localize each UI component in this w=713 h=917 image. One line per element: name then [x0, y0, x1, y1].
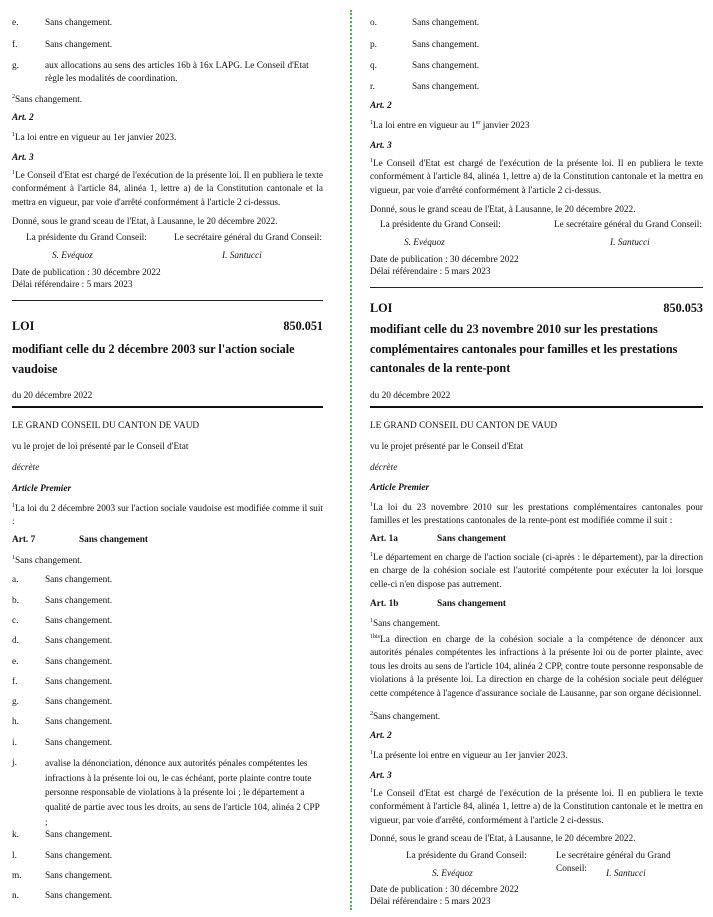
list-item	[12, 716, 323, 730]
article-2b-heading: Art. 2	[370, 731, 392, 741]
list-letter: f.	[12, 40, 18, 50]
article-2-text: $^1$La loi entre en vigueur au 1er janvier 2023	[370, 120, 530, 131]
list-item	[370, 17, 703, 31]
signatory-title-right-2: Le secrétaire général du Grand Conseil:	[556, 851, 671, 875]
section-rule	[370, 287, 703, 288]
given-line-2: Donné, sous le grand sceau de l'Etat, à Lausanne, le 20 décembre 2022.	[370, 834, 636, 844]
list-text: Sans changement.	[412, 82, 480, 92]
given-line: Donné, sous le grand sceau de l'Etat, à Lausanne, le 20 décembre 2022.	[12, 217, 278, 227]
article-title: Sans changement	[437, 599, 506, 609]
list-letter: c.	[12, 616, 19, 626]
list-letter: k.	[12, 830, 19, 840]
list-text: Sans changement.	[45, 575, 113, 585]
list-letter: g.	[12, 61, 19, 71]
list-letter: o.	[370, 18, 377, 28]
decree-word: décrète	[12, 463, 40, 473]
list-text: Sans changement.	[412, 61, 480, 71]
list-item	[370, 39, 703, 53]
article-premier-text: $^1$La loi du 2 décembre 2003 sur l'action sociale vaudoise est modifiée comme il suit :	[12, 503, 323, 528]
article-1a-heading	[370, 533, 703, 547]
column-divider	[350, 10, 352, 910]
article-1b-heading	[370, 598, 703, 612]
list-text: Sans changement.	[412, 18, 480, 28]
referendum-delay: Délai référendaire : 5 mars 2023	[12, 280, 133, 290]
signatory-title-right: Le secrétaire général du Grand Conseil:	[174, 233, 322, 243]
list-item	[12, 60, 323, 88]
list-letter: h.	[12, 717, 19, 727]
list-item	[12, 890, 323, 904]
list-item	[12, 870, 323, 884]
list-item	[12, 757, 323, 827]
article-1b-al2: $^2$Sans changement.	[370, 711, 441, 722]
article-title: Sans changement	[79, 535, 148, 545]
list-item	[12, 829, 323, 843]
law-date: du 20 décembre 2022	[370, 391, 451, 401]
law-date: du 20 décembre 2022	[12, 391, 93, 401]
article-3-heading: Art. 3	[370, 141, 392, 151]
list-letter: n.	[12, 891, 19, 901]
signatory-title-left-2: La présidente du Grand Conseil:	[406, 851, 527, 861]
article-premier-text: $^1$La loi du 23 novembre 2010 sur les prestations complémentaires cantonales pour familles et les prestations cantonales de la rente-pont est modifiée comme il suit :	[370, 502, 703, 527]
signatory-title-right: Le secrétaire général du Grand Conseil:	[554, 220, 702, 230]
signatory-name-left: S. Evéquoz	[52, 251, 93, 261]
publication-date: Date de publication : 30 décembre 2022	[370, 255, 519, 265]
article-3-text: $^1$Le Conseil d'Etat est chargé de l'exécution de la présente loi. Il en publiera le texte conformément à l'article 84, alinéa 1, lettre a) de la Constitution cantonale et la mettra en vigueur, par voie d'arrêté conformément à l'article 2 ci-dessus.	[370, 158, 703, 196]
list-letter: f.	[12, 677, 18, 687]
list-text: Sans changement.	[412, 40, 480, 50]
article-premier-heading: Article Premier	[12, 484, 72, 494]
list-item	[12, 17, 323, 31]
list-text: avalise la dénonciation, dénonce aux autorités pénales compétentes les infractions à la présente loi ou, le cas échéant, porte plainte contre toute personne responsable de violations à la présente loi ; le département a qualité de partie avec tous les droits, au sens de l'article 104, alinéa 2 CPP ;	[45, 759, 320, 828]
article-2-text: $^1$La loi entre en vigueur au 1er janvier 2023.	[12, 132, 177, 143]
article-2-heading: Art. 2	[12, 113, 34, 123]
article-1b-al1: $^1$Sans changement.	[370, 618, 441, 629]
signatory-title-left: La présidente du Grand Conseil:	[380, 220, 501, 230]
list-letter: q.	[370, 61, 377, 71]
section-rule	[370, 406, 703, 408]
list-letter: g.	[12, 697, 19, 707]
article-2b-text: $^1$La présente loi entre en vigueur au 1er janvier 2023.	[370, 750, 568, 761]
list-item	[12, 574, 323, 588]
signatory-name-right: I. Santucci	[222, 251, 262, 261]
list-text: Sans changement.	[45, 596, 113, 606]
list-letter: b.	[12, 596, 19, 606]
list-item	[12, 39, 323, 53]
whereas-line: vu le projet de loi présenté par le Conseil d'Etat	[12, 442, 189, 452]
list-item	[370, 60, 703, 74]
list-text: Sans changement.	[45, 40, 113, 50]
list-text: Sans changement.	[45, 891, 113, 901]
paragraph-al2: $^2$Sans changement.	[12, 94, 83, 105]
law-header	[370, 299, 703, 317]
section-rule	[12, 300, 323, 301]
decree-word: décrète	[370, 463, 398, 473]
list-letter: a.	[12, 575, 19, 585]
law-header	[12, 317, 323, 335]
law-title: modifiant celle du 2 décembre 2003 sur l'action sociale vaudoise	[12, 342, 295, 376]
law-label: LOI	[12, 319, 35, 333]
law-title: modifiant celle du 23 novembre 2010 sur les prestations complémentaires cantonales pour familles et les prestations cantonales de la rente-pont	[370, 322, 678, 376]
given-line: Donné, sous le grand sceau de l'Etat, à Lausanne, le 20 décembre 2022.	[370, 205, 636, 215]
article-title: Sans changement	[437, 534, 506, 544]
whereas-line: vu le projet présenté par le Conseil d'Etat	[370, 442, 524, 452]
list-text: Sans changement.	[45, 738, 113, 748]
publication-date: Date de publication : 30 décembre 2022	[12, 268, 161, 278]
list-text: Sans changement.	[45, 657, 113, 667]
article-3b-heading: Art. 3	[370, 771, 392, 781]
signatory-name-left-2: S. Evéquoz	[432, 869, 473, 879]
list-text: Sans changement.	[45, 717, 113, 727]
council-heading: LE GRAND CONSEIL DU CANTON DE VAUD	[12, 421, 200, 431]
list-item	[370, 81, 703, 95]
signatory-name-right-2: I. Santucci	[606, 869, 646, 879]
referendum-delay: Délai référendaire : 5 mars 2023	[370, 267, 491, 277]
list-item	[12, 737, 323, 751]
list-item	[12, 850, 323, 864]
article-3-text: $^1$Le Conseil d'Etat est chargé de l'exécution de la présente loi. Il en publiera le texte conformément à l'article 84, alinéa 1, lettre a) de la Constitution cantonale et la mettra en vigueur, par voie d'arrêté conformément à l'article 2 ci-dessus.	[12, 170, 323, 208]
article-label: Art. 1b	[370, 599, 399, 609]
article-label: Art. 1a	[370, 534, 398, 544]
publication-date-2: Date de publication : 30 décembre 2022	[370, 885, 519, 895]
law-number: 850.051	[283, 319, 323, 333]
list-letter: l.	[12, 851, 17, 861]
list-letter: d.	[12, 636, 19, 646]
referendum-delay-2: Délai référendaire : 5 mars 2023	[370, 897, 491, 907]
article-3b-text: $^1$Le Conseil d'Etat est chargé de l'exécution de la présente loi. Il en publiera le texte conformément à l'article 84, alinéa 1, lettre a) de la Constitution cantonale et le mettra en vigueur, par voie d'arrêté, conformément à l'article 2 ci-dessus.	[370, 788, 703, 826]
list-text: Sans changement.	[45, 18, 113, 28]
list-letter: e.	[12, 18, 19, 28]
list-item	[12, 696, 323, 710]
list-text: Sans changement.	[45, 697, 113, 707]
list-letter: i.	[12, 738, 17, 748]
article-1a-text: $^1$Le département en charge de l'action sociale (ci-après : le département), par la direction en charge de la cohésion sociale est l'autorité compétente pour exécuter la loi lorsque celle-ci n'en dispose pas autrement.	[370, 552, 703, 590]
list-text: Sans changement.	[45, 677, 113, 687]
list-item	[12, 595, 323, 609]
article-2-heading: Art. 2	[370, 101, 392, 111]
law-number: 850.053	[663, 301, 703, 315]
list-text: Sans changement.	[45, 636, 113, 646]
article-label: Art. 7	[12, 535, 36, 545]
list-letter: e.	[12, 657, 19, 667]
article-7-al1: $^1$Sans changement.	[12, 555, 83, 566]
list-text: Sans changement.	[45, 851, 113, 861]
list-text: Sans changement.	[45, 830, 113, 840]
list-text: aux allocations au sens des articles 16b à 16x LAPG. Le Conseil d'Etat règle les modalités de coordination.	[45, 61, 309, 85]
signatory-name-right: I. Santucci	[610, 238, 650, 248]
article-premier-heading: Article Premier	[370, 483, 430, 493]
list-text: Sans changement.	[45, 871, 113, 881]
article-3-heading: Art. 3	[12, 153, 34, 163]
signatory-name-left: S. Evéquoz	[404, 238, 445, 248]
article-7-heading	[12, 534, 323, 548]
article-1b-al1bis: $^{1bis}$La direction en charge de la cohésion sociale a la compétence de dénoncer aux autorités pénales compétentes les infractions à la présente loi ou de porter plainte, avec tous les droits au sens de l'article 104, alinéa 2 CPP, contre toute personne responsable de violations à la présente loi. La direction en charge de la cohésion sociale peut déléguer cette compétence à l'agence d'assurance sociale de Lausanne, par son organe décisionnel.	[370, 634, 703, 699]
section-rule	[12, 406, 323, 408]
signatory-title-left: La présidente du Grand Conseil:	[26, 233, 147, 243]
council-heading: LE GRAND CONSEIL DU CANTON DE VAUD	[370, 421, 558, 431]
list-item	[12, 635, 323, 649]
law-label: LOI	[370, 301, 393, 315]
list-letter: j.	[12, 758, 17, 768]
list-item	[12, 615, 323, 629]
list-item	[12, 676, 323, 690]
list-letter: p.	[370, 40, 377, 50]
list-letter: m.	[12, 871, 22, 881]
list-letter: r.	[370, 82, 375, 92]
list-text: Sans changement.	[45, 616, 113, 626]
list-item	[12, 656, 323, 670]
